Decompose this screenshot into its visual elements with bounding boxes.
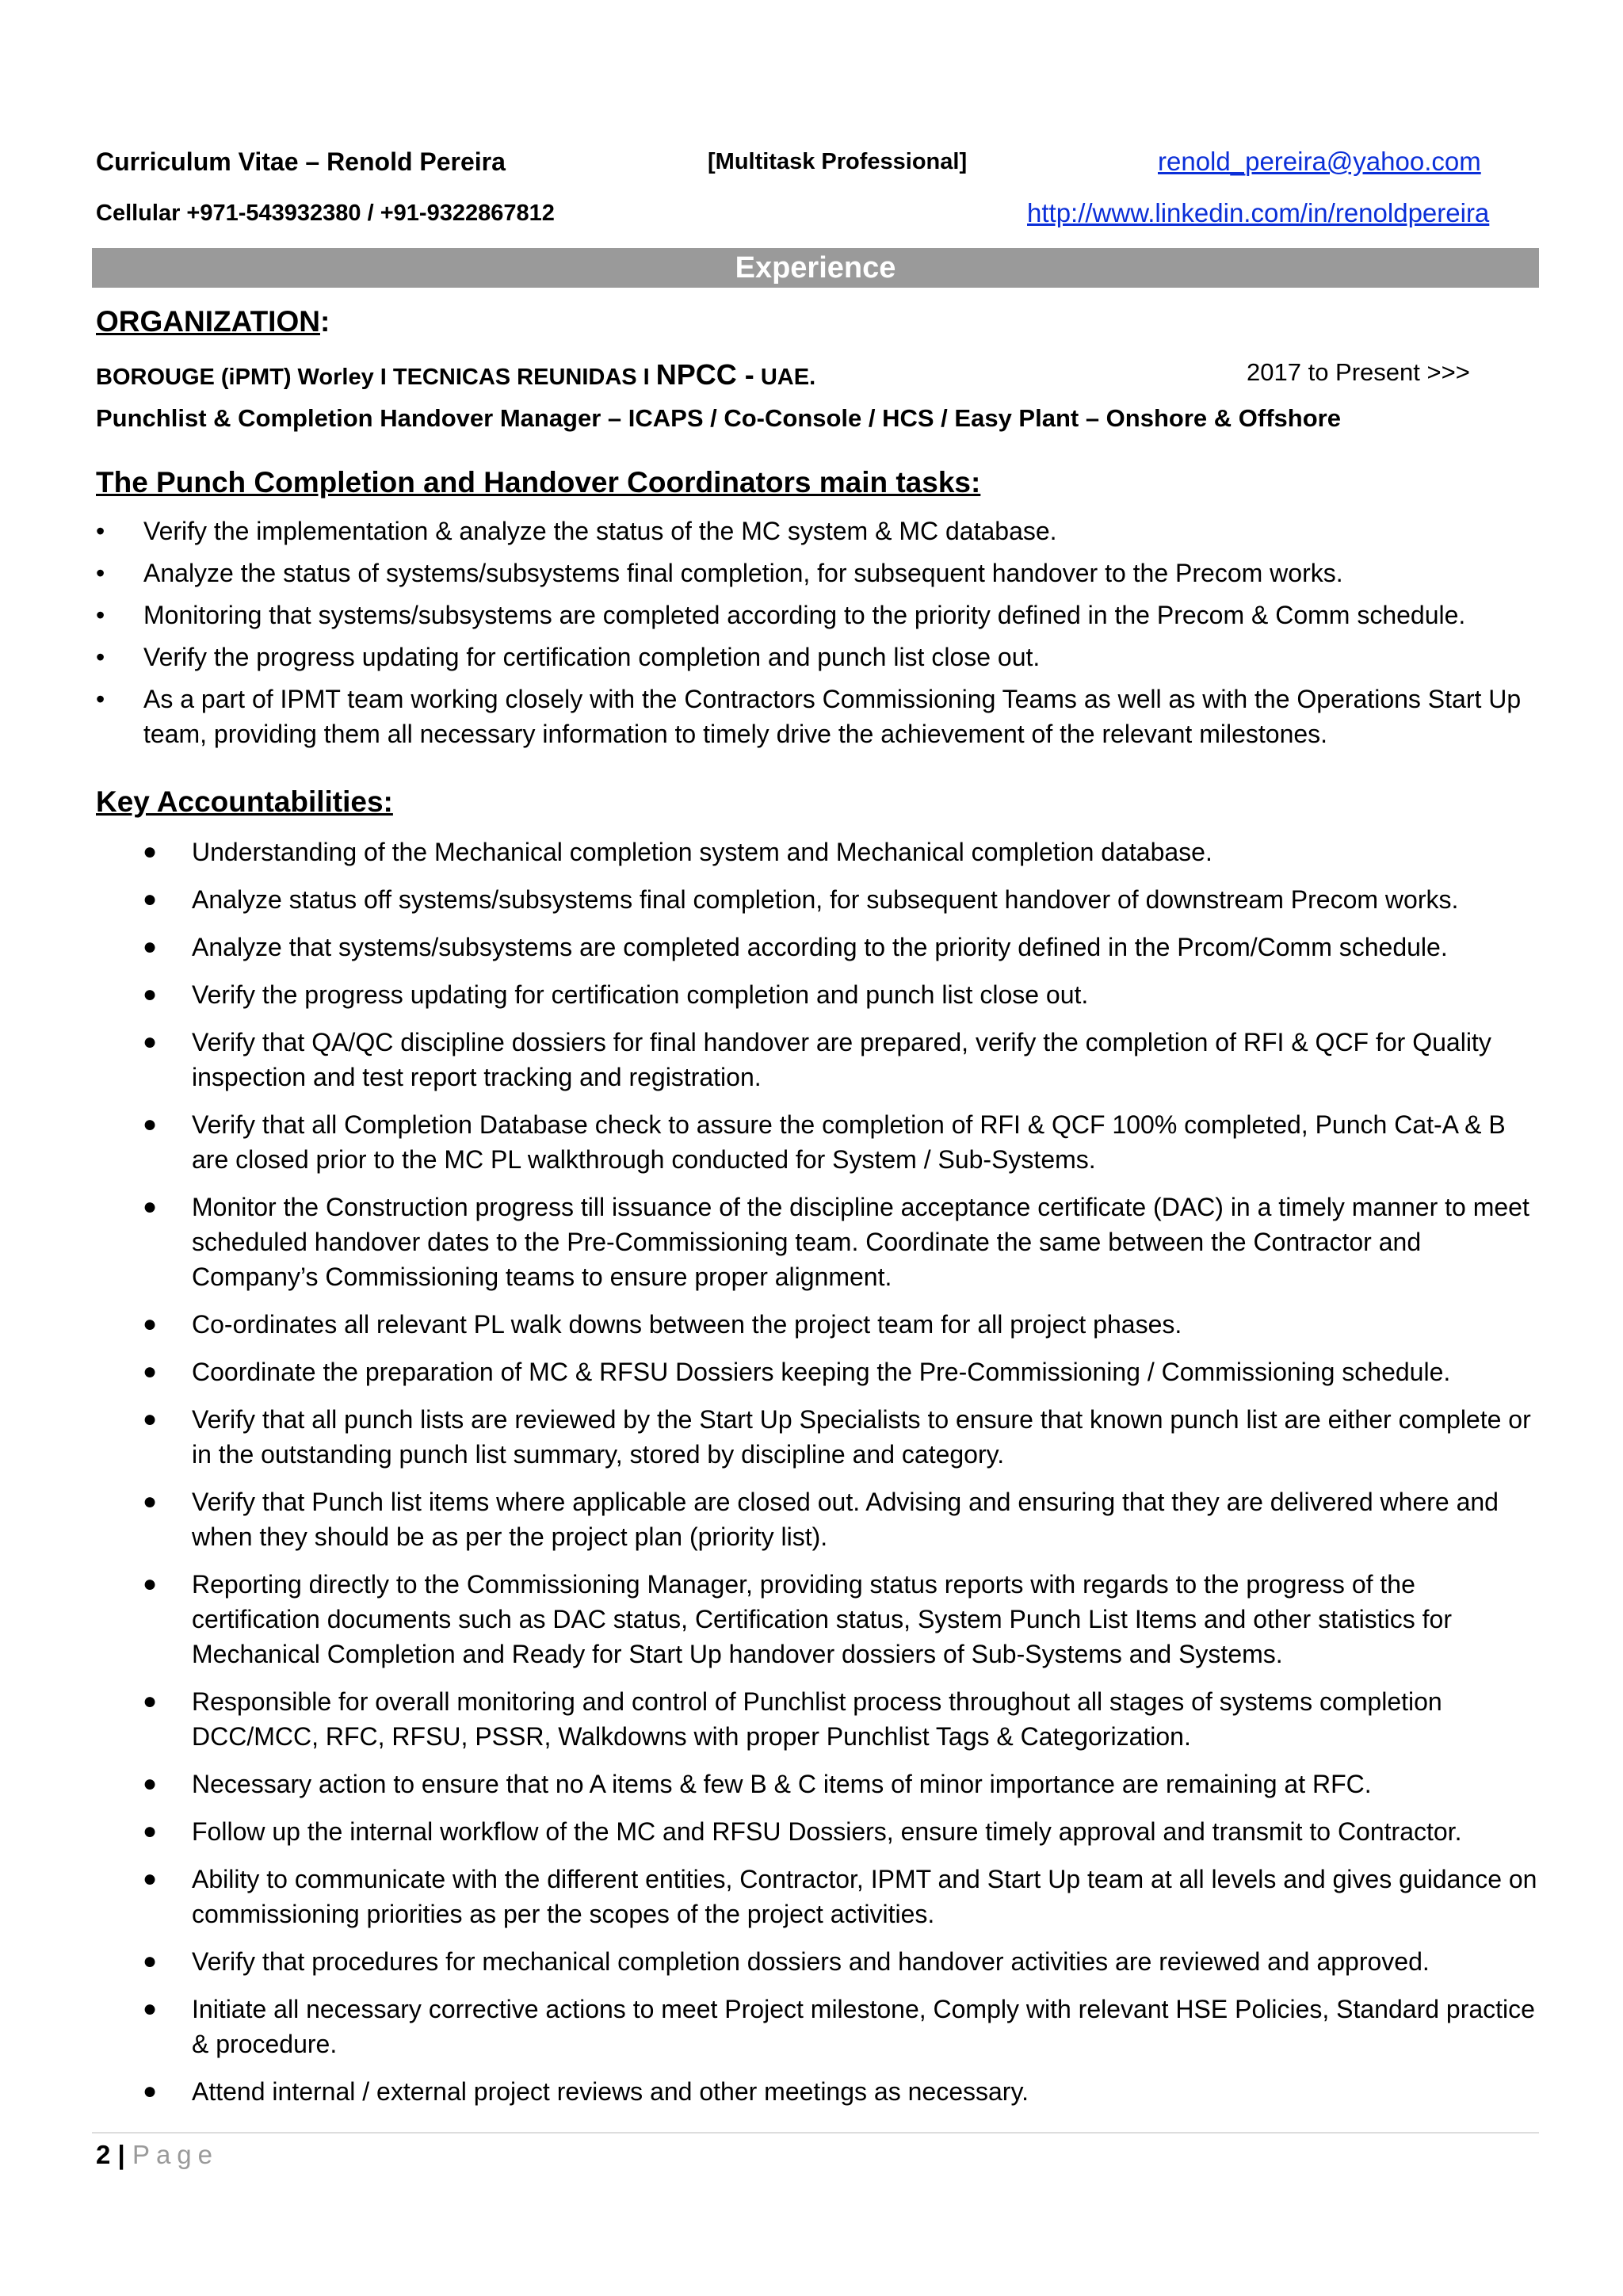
accountability-item-text: Necessary action to ensure that no A items & few B & C items of minor importance are remaining at RFC.: [192, 1770, 1372, 1798]
employer-part-2: NPCC -: [655, 358, 754, 391]
bullet-icon: ●: [143, 1771, 158, 1797]
tasks-list: [96, 514, 1546, 758]
accountability-item-text: Understanding of the Mechanical completion system and Mechanical completion database.: [192, 838, 1212, 866]
accountability-item: [143, 1684, 1542, 1754]
accountability-item: [143, 1402, 1542, 1472]
bullet-icon: ●: [143, 1818, 158, 1844]
accountability-item: [143, 1190, 1542, 1294]
accountability-item: [143, 1767, 1542, 1801]
bullet-icon: ●: [143, 1406, 158, 1432]
accountability-item: [143, 1107, 1542, 1177]
job-role: Punchlist & Completion Handover Manager – ICAPS / Co-Console / HCS / Easy Plant – Onshore & Offshore: [96, 404, 1341, 432]
professional-tagline: [Multitask Professional]: [708, 149, 968, 174]
accountability-item-text: Verify that all punch lists are reviewed by the Start Up Specialists to ensure that known punch list are either complete or in the outstanding punch list summary, stored by discipline and category.: [192, 1405, 1531, 1469]
accountability-item-text: Follow up the internal workflow of the MC and RFSU Dossiers, ensure timely approval and transmit to Contractor.: [192, 1817, 1462, 1846]
task-item-text: Verify the progress updating for certification completion and punch list close out.: [143, 643, 1041, 671]
task-item: [96, 682, 1546, 751]
accountability-item: [143, 835, 1542, 869]
accountability-item-text: Reporting directly to the Commissioning Manager, providing status reports with regards to the progress of the certification documents such as DAC status, Certification status, System Punch List Items and other statistics for Mechanical Completion and Ready for Start Up handover dossiers of Sub-Systems and Systems.: [192, 1570, 1452, 1668]
task-item: [96, 556, 1546, 590]
tasks-heading: The Punch Completion and Handover Coordinators main tasks:: [96, 466, 981, 499]
accountabilities-heading: Key Accountabilities:: [96, 785, 393, 818]
bullet-icon: ●: [143, 1358, 158, 1385]
organization-heading: [96, 305, 330, 338]
bullet-icon: ●: [143, 981, 158, 1007]
bullet-icon: ●: [143, 1571, 158, 1597]
page-number: 2: [96, 2140, 111, 2169]
task-item-text: Analyze the status of systems/subsystems final completion, for subsequent handover to the Precom works.: [143, 559, 1343, 587]
accountability-item: [143, 1862, 1542, 1931]
accountability-item: [143, 2074, 1542, 2109]
accountability-item: [143, 1307, 1542, 1342]
bullet-icon: ●: [143, 1111, 158, 1137]
employer-part-3: UAE.: [754, 365, 816, 390]
accountability-item: [143, 1944, 1542, 1979]
bullet-icon: ●: [143, 1488, 158, 1515]
linkedin-link[interactable]: http://www.linkedin.com/in/renoldpereira: [1027, 198, 1490, 227]
accountability-item-text: Monitor the Construction progress till issuance of the discipline acceptance certificate (DAC) in a timely manner to meet scheduled handover dates to the Pre-Commissioning team. Coordinate the same between the Contractor and Company’s Commissioning teams to ensure proper alignment.: [192, 1193, 1529, 1291]
accountability-item-text: Attend internal / external project reviews and other meetings as necessary.: [192, 2077, 1029, 2106]
accountability-item-text: Initiate all necessary corrective actions to meet Project milestone, Comply with relevant HSE Policies, Standard practice & procedure.: [192, 1995, 1535, 2058]
bullet-icon: ●: [143, 1194, 158, 1220]
task-item-text: Monitoring that systems/subsystems are completed according to the priority defined in the Precom & Comm schedule.: [143, 601, 1466, 629]
accountability-item-text: Responsible for overall monitoring and control of Punchlist process throughout all stages of systems completion DCC/MCC, RFC, RFSU, PSSR, Walkdowns with proper Punchlist Tags & Categorization.: [192, 1687, 1442, 1751]
task-item: [96, 640, 1546, 674]
page-footer: [96, 2140, 219, 2170]
bullet-icon: ●: [143, 1866, 158, 1892]
task-item-text: As a part of IPMT team working closely with the Contractors Commissioning Teams as well as with the Operations Start Up team, providing them all necessary information to timely drive the achievement of the relevant milestones.: [143, 685, 1522, 748]
accountabilities-list: [143, 835, 1542, 2122]
accountability-item-text: Co-ordinates all relevant PL walk downs between the project team for all project phases.: [192, 1310, 1182, 1339]
accountability-item: [143, 977, 1542, 1012]
accountability-item-text: Verify that all Completion Database check to assure the completion of RFI & QCF 100% completed, Punch Cat-A & B are closed prior to the MC PL walkthrough conducted for System / Sub-Systems.: [192, 1110, 1506, 1174]
cv-title: Curriculum Vitae – Renold Pereira: [96, 147, 506, 176]
bullet-icon: •: [96, 601, 105, 629]
accountability-item-text: Verify that procedures for mechanical completion dossiers and handover activities are reviewed and approved.: [192, 1947, 1430, 1976]
page-word: Page: [132, 2140, 220, 2169]
accountability-item: [143, 1484, 1542, 1554]
page-separator: |: [110, 2140, 132, 2169]
footer-divider: [92, 2132, 1539, 2134]
bullet-icon: ●: [143, 1996, 158, 2022]
accountability-item: [143, 1814, 1542, 1849]
email-link[interactable]: renold_pereira@yahoo.com: [1158, 147, 1481, 176]
organization-heading-text: ORGANIZATION: [96, 305, 320, 338]
accountability-item-text: Verify the progress updating for certification completion and punch list close out.: [192, 980, 1089, 1009]
bullet-icon: ●: [143, 839, 158, 865]
accountability-item-text: Verify that QA/QC discipline dossiers for final handover are prepared, verify the completion of RFI & QCF for Quality inspection and test report tracking and registration.: [192, 1028, 1491, 1091]
task-item-text: Verify the implementation & analyze the status of the MC system & MC database.: [143, 517, 1057, 545]
task-item: [96, 514, 1546, 548]
bullet-icon: ●: [143, 2078, 158, 2104]
accountability-item: [143, 1567, 1542, 1671]
organization-heading-colon: :: [319, 305, 330, 338]
bullet-icon: ●: [143, 1029, 158, 1055]
bullet-icon: •: [96, 517, 105, 545]
experience-section-band: Experience: [92, 248, 1539, 288]
accountability-item-text: Ability to communicate with the different entities, Contractor, IPMT and Start Up team at all levels and gives guidance on commissioning priorities as per the scopes of the project activities.: [192, 1865, 1537, 1928]
employer-part-1: BOROUGE (iPMT) Worley I TECNICAS REUNIDAS I: [96, 365, 656, 390]
bullet-icon: ●: [143, 1688, 158, 1714]
accountability-item: [143, 1025, 1542, 1095]
bullet-icon: •: [96, 559, 105, 587]
accountability-item-text: Coordinate the preparation of MC & RFSU Dossiers keeping the Pre-Commissioning / Commissioning schedule.: [192, 1358, 1451, 1386]
employment-dates: 2017 to Present >>>: [1247, 358, 1470, 386]
accountability-item: [143, 882, 1542, 917]
bullet-icon: •: [96, 643, 105, 671]
accountability-item-text: Analyze status off systems/subsystems final completion, for subsequent handover of downstream Precom works.: [192, 885, 1459, 914]
accountability-item: [143, 1354, 1542, 1389]
bullet-icon: ●: [143, 1311, 158, 1337]
cellular-numbers: Cellular +971-543932380 / +91-9322867812: [96, 201, 555, 226]
employer-line: [96, 358, 815, 392]
bullet-icon: ●: [143, 1948, 158, 1974]
bullet-icon: •: [96, 685, 105, 713]
accountability-item: [143, 930, 1542, 965]
bullet-icon: ●: [143, 886, 158, 912]
accountability-item-text: Analyze that systems/subsystems are completed according to the priority defined in the Prcom/Comm schedule.: [192, 933, 1448, 961]
bullet-icon: ●: [143, 934, 158, 960]
task-item: [96, 598, 1546, 632]
accountability-item-text: Verify that Punch list items where applicable are closed out. Advising and ensuring that they are delivered where and when they should be as per the project plan (priority list).: [192, 1488, 1499, 1551]
accountability-item: [143, 1992, 1542, 2061]
